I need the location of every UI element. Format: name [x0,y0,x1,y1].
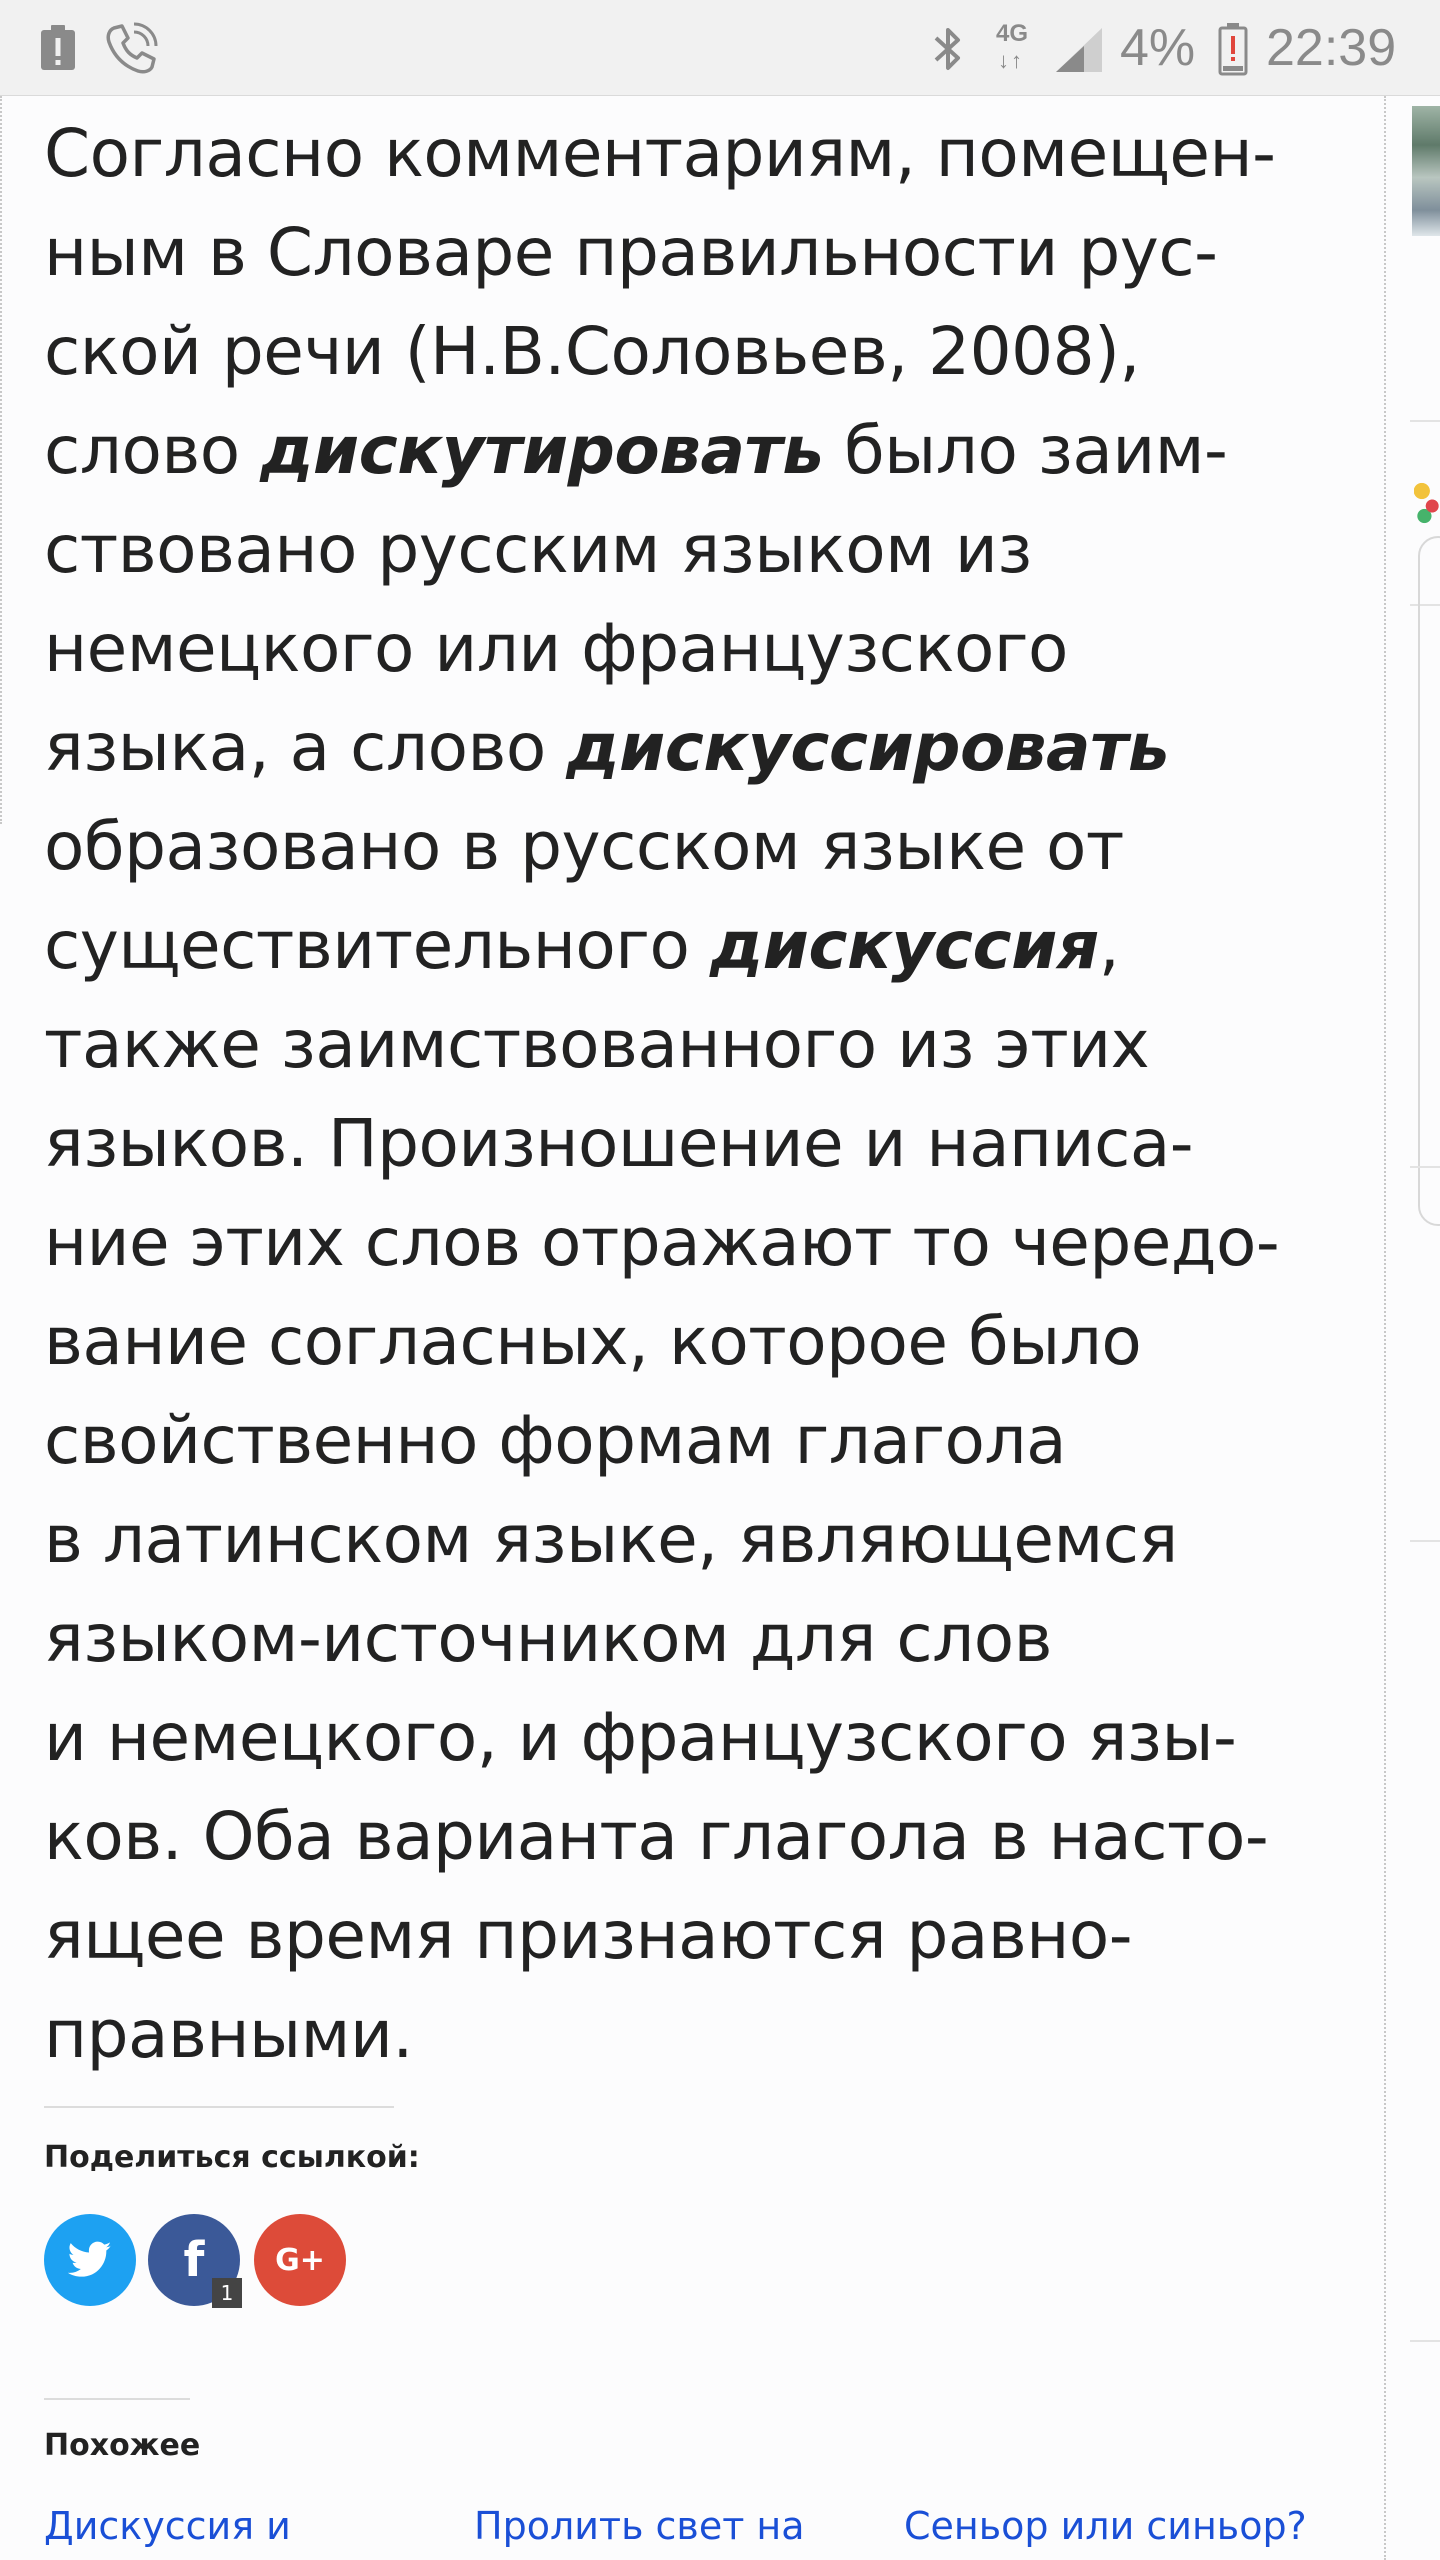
share-label: Поделиться ссылкой: [44,2140,420,2175]
related-post-link-2[interactable]: Пролить свет на [474,2504,805,2548]
article-text-segment: существительного [44,907,710,984]
article-line [44,1688,1354,1787]
article-line [44,1391,1354,1490]
article-line [44,1787,1354,1886]
sidebar-photo [1412,106,1440,236]
article-line [44,401,1354,500]
article-line [44,1193,1354,1292]
related-post-link-1[interactable]: Дискуссия и [44,2504,291,2548]
article-line [44,995,1354,1094]
share-count-badge: 1 [212,2278,242,2308]
article-line [44,302,1354,401]
article-text-segment: Согласно комментариям, помещен- [44,115,1276,192]
article-text-segment: в латинском языке, являющемся [44,1501,1178,1578]
article-line [44,698,1354,797]
sidebar-peek [1410,96,1440,2560]
signal-icon [1054,26,1104,74]
battery-low-icon [1218,22,1248,76]
article-line [44,1589,1354,1688]
article-line [44,203,1354,302]
article-line [44,500,1354,599]
article-text-segment: вание согласных, которое было [44,1303,1142,1380]
article-line [44,1985,1354,2084]
article-text-segment: также заимствованного из этих [44,1006,1150,1083]
article-text-segment: ков. Оба варианта глагола в насто- [44,1798,1269,1875]
article-line [44,1490,1354,1589]
sidebar-divider [1410,420,1440,422]
article-text-segment: ствовано русским языком из [44,511,1032,588]
article-line [44,1094,1354,1193]
article-text-segment: правными. [44,1996,413,2073]
article-line [44,104,1354,203]
article-text-segment: языка, а слово [44,709,567,786]
network-type-label: 4G [996,20,1029,47]
article-text-segment: ным в Словаре правильности рус- [44,214,1218,291]
related-post-link-3[interactable]: Сеньор или синьор? [904,2504,1307,2548]
article-text-segment: языком-источником для слов [44,1600,1053,1677]
sidebar-card [1418,536,1440,1226]
status-bar [0,0,1440,96]
article-text-segment: образовано в русском языке от [44,808,1124,885]
share-twitter-button[interactable] [44,2214,136,2306]
article-text-segment: ящее время признаются равно- [44,1897,1133,1974]
twitter-icon [68,2241,112,2279]
article-text-segment: , [1098,907,1120,984]
network-activity-icon: ↓↑ [998,48,1024,73]
sidebar-illustration [1414,476,1440,526]
share-google-plus-button[interactable] [254,2214,346,2306]
article-text-segment: было заим- [823,412,1228,489]
article-text-segment: ние этих слов отражают то чередо- [44,1204,1280,1281]
related-divider [44,2398,190,2400]
article-line [44,599,1354,698]
article-text-segment: ской речи (Н.В.Соловьев, 2008), [44,313,1140,390]
article-line [44,1292,1354,1391]
article-line [44,797,1354,896]
call-icon [104,22,158,76]
article-line [44,896,1354,995]
emphasized-term: дискуссия [709,907,1099,984]
article-text-segment: языков. Произношение и написа- [44,1105,1194,1182]
sidebar-divider [1410,2340,1440,2342]
alert-icon [40,24,76,72]
article-text-segment: немецкого или французского [44,610,1068,687]
facebook-icon: f [183,2232,205,2288]
article-text-segment: слово [44,412,261,489]
battery-percent: 4% [1120,19,1196,77]
content-left-border [0,96,2,824]
bluetooth-icon [928,24,968,74]
article-text [44,104,1354,2084]
article-text-segment: и немецкого, и французского язы- [44,1699,1237,1776]
share-divider [44,2106,394,2108]
google-plus-icon: G+ [275,2242,325,2278]
emphasized-term: дискуссировать [566,709,1170,786]
article-line [44,1886,1354,1985]
article-text-segment: свойственно формам глагола [44,1402,1067,1479]
content-right-border [1384,96,1386,2560]
clock: 22:39 [1266,19,1397,77]
sidebar-divider [1410,1540,1440,1542]
sidebar-divider [1410,1166,1440,1168]
related-posts-label: Похожее [44,2428,201,2463]
emphasized-term: дискутировать [260,412,824,489]
share-facebook-button[interactable] [148,2214,240,2306]
